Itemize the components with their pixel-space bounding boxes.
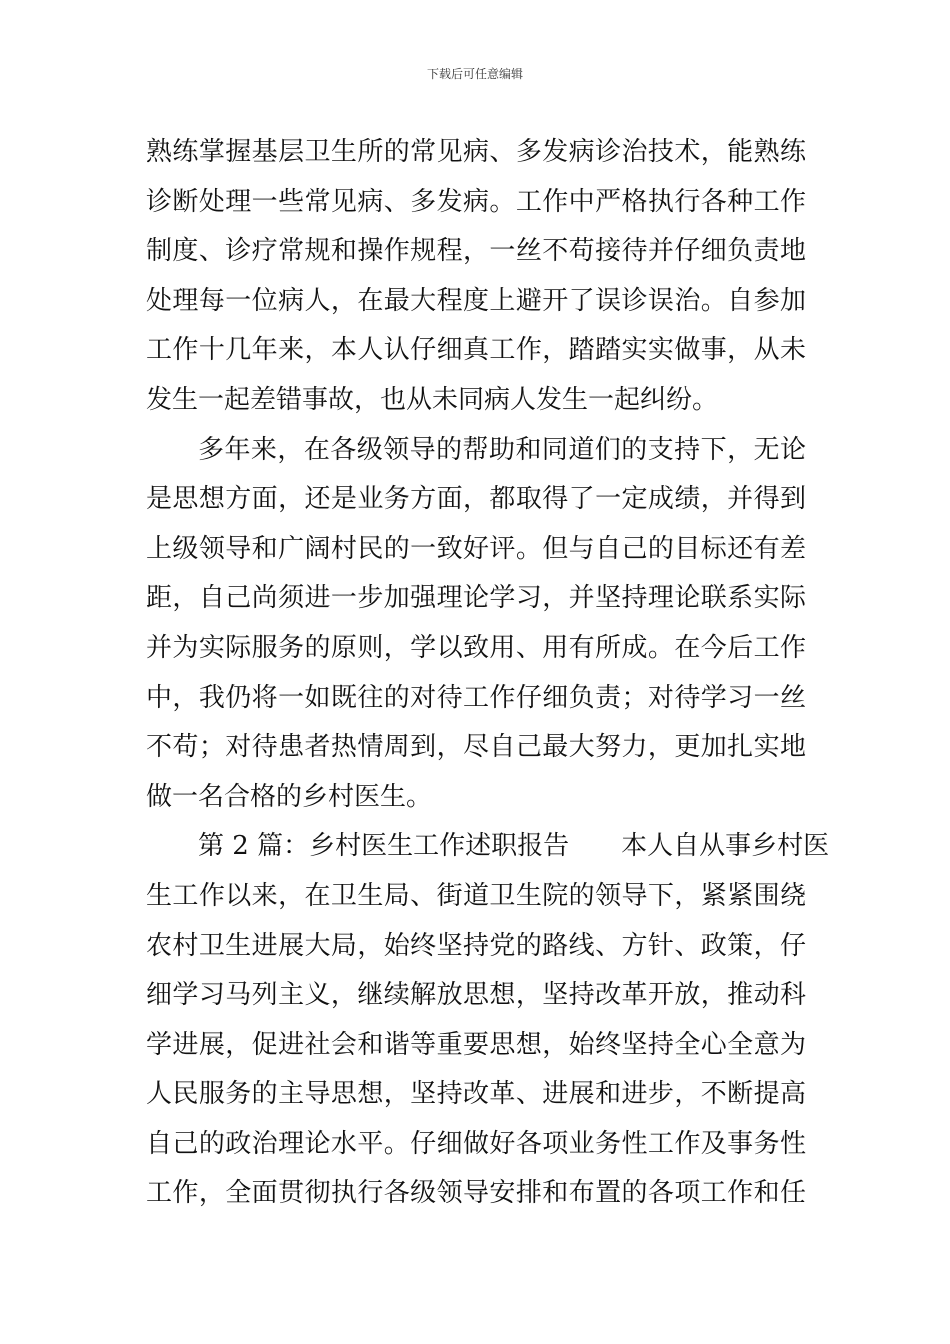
- page-header: 下载后可任意编辑: [426, 67, 523, 81]
- text-line: 人民服务的主导思想，坚持改革、进展和进步，不断提高: [146, 1079, 806, 1110]
- text-line: 细学习马列主义，继续解放思想，坚持改革开放，推动科: [146, 980, 806, 1011]
- paragraph-start-line: 多年来，在各级领导的帮助和同道们的支持下，无论: [198, 434, 806, 465]
- section-heading-line: 第 2 篇：乡村医生工作述职报告 本人自从事乡村医: [198, 831, 830, 862]
- text-line: 中，我仍将一如既往的对待工作仔细负责；对待学习一丝: [146, 682, 806, 713]
- document-body: [146, 128, 830, 1219]
- text-line: 学进展，促进社会和谐等重要思想，始终坚持全心全意为: [146, 1029, 806, 1060]
- text-line: 并为实际服务的原则，学以致用、用有所成。在今后工作: [146, 632, 806, 663]
- text-line: 不苟；对待患者热情周到，尽自己最大努力，更加扎实地: [146, 732, 806, 763]
- text-line: 农村卫生进展大局，始终坚持党的路线、方针、政策，仔: [146, 930, 806, 961]
- text-line: 自己的政治理论水平。仔细做好各项业务性工作及事务性: [146, 1128, 806, 1159]
- text-line: 是思想方面，还是业务方面，都取得了一定成绩，并得到: [146, 484, 806, 515]
- text-line: 上级领导和广阔村民的一致好评。但与自己的目标还有差: [146, 533, 806, 564]
- text-line: 制度、诊疗常规和操作规程，一丝不苟接待并仔细负责地: [146, 236, 806, 267]
- text-line: 处理每一位病人，在最大程度上避开了误诊误治。自参加: [146, 285, 806, 316]
- text-line: 工作十几年来，本人认仔细真工作，踏踏实实做事，从未: [146, 335, 806, 366]
- text-line: 熟练掌握基层卫生所的常见病、多发病诊治技术，能熟练: [146, 137, 806, 167]
- text-line: 工作，全面贯彻执行各级领导安排和布置的各项工作和任: [146, 1178, 806, 1209]
- text-line: 距，自己尚须进一步加强理论学习，并坚持理论联系实际: [146, 583, 806, 614]
- text-line: 诊断处理一些常见病、多发病。工作中严格执行各种工作: [146, 186, 806, 217]
- text-line: 生工作以来，在卫生局、街道卫生院的领导下，紧紧围绕: [146, 880, 806, 911]
- text-line: 发生一起差错事故，也从未同病人发生一起纠纷。: [146, 384, 719, 415]
- text-line: 做一名合格的乡村医生。: [146, 781, 433, 812]
